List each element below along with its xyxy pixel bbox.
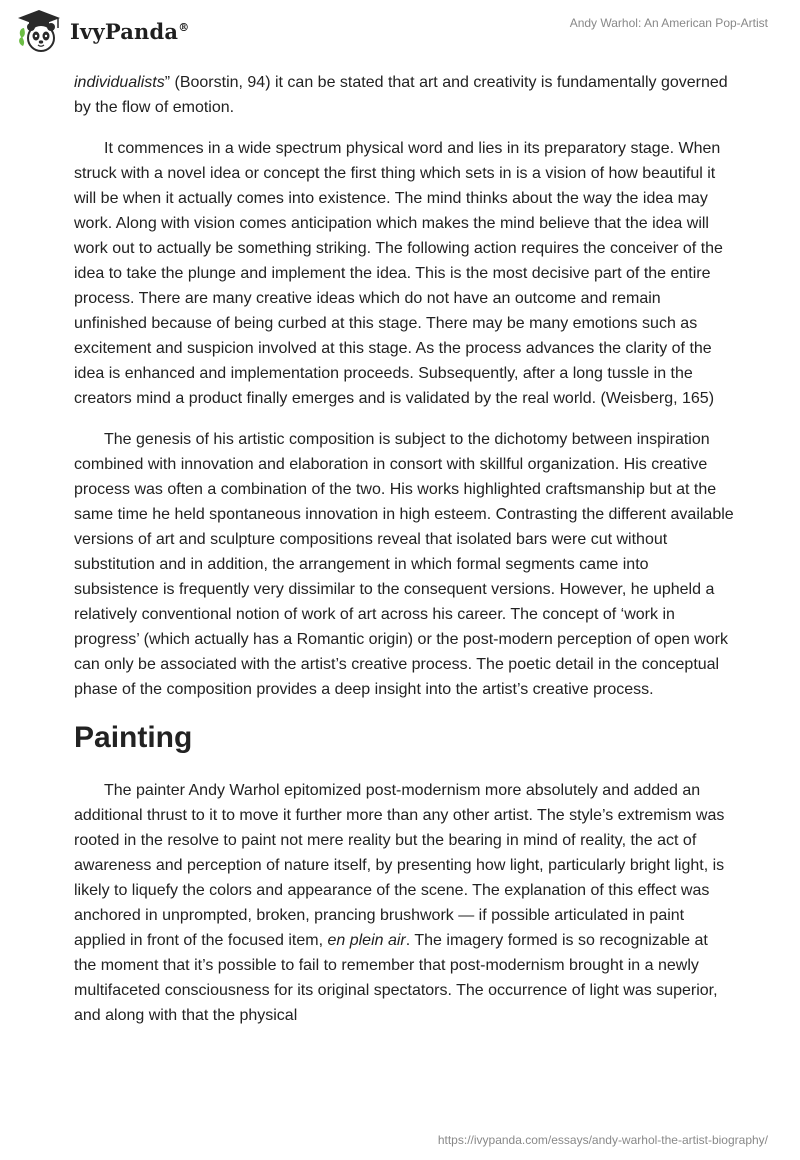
paragraph-1-italic: individualists <box>74 74 165 91</box>
paragraph-1-text: ” (Boorstin, 94) it can be stated that art and creativity is fundamentally governed by the flow of emotion. <box>74 74 728 116</box>
panda-graduate-logo-icon <box>14 8 64 54</box>
paragraph-4 <box>74 778 734 1028</box>
paragraph-1 <box>74 70 734 120</box>
page-header <box>0 0 800 70</box>
paragraph-2: It commences in a wide spectrum physical word and lies in its preparatory stage. When struck with a novel idea or concept the first thing which sets in is a vision of how beautiful it will be when it actually comes into existence. The mind thinks about the way the idea may work. Along with vision comes anticipation which makes the mind believe that the idea will work out to actually be something striking. The following action requires the conceiver of the idea to take the plunge and implement the idea. This is the most decisive part of the entire process. There are many creative ideas which do not have an outcome and remain unfinished because of being curbed at this stage. There may be many emotions such as excitement and suspicion involved at this stage. As the process advances the clarity of the idea is enhanced and implementation proceeds. Subsequently, after a long tussle in the creators mind a product finally emerges and is validated by the real world. (Weisberg, 165) <box>74 140 723 407</box>
paragraph-4-text-b: . The imagery formed is so recognizable at the moment that it’s possible to fail to remember that post-modernism brought in a newly multifaceted consciousness for its original spectators. The occurrence of light was superior, and along with that the physical <box>74 932 718 1024</box>
section-heading-painting: Painting <box>74 721 193 754</box>
paragraph-4-text-a: The painter Andy Warhol epitomized post-modernism more absolutely and added an additional thrust to it to move it further more than any other artist. The style’s extremism was rooted in the resolve to paint not mere reality but the bearing in mind of reality, the act of awareness and perception of nature itself, by presenting how light, particularly bright light, is likely to liquefy the colors and appearance of the scene. The explanation of this effect was anchored in unprompted, broken, prancing brushwork — if possible articulated in paint applied in front of the focused item, <box>74 782 725 949</box>
essay-content <box>74 70 734 1028</box>
brand-name: IvyPanda® <box>70 18 190 44</box>
document-title: Andy Warhol: An American Pop-Artist <box>569 16 768 30</box>
ivypanda-logo[interactable] <box>14 8 189 54</box>
paragraph-4-italic: en plein air <box>327 932 406 949</box>
source-url-link[interactable]: https://ivypanda.com/essays/andy-warhol-the-artist-biography/ <box>437 1133 768 1147</box>
paragraph-3: The genesis of his artistic composition is subject to the dichotomy between inspiration combined with innovation and elaboration in consort with skillful organization. His creative process was often a combination of the two. His works highlighted craftsmanship but at the same time he held spontaneous innovation in high esteem. Contrasting the different available versions of art and sculpture compositions reveal that isolated bars were cut without substitution and in addition, the arrangement in which formal segments came into subsistence is frequently very dissimilar to the consequent versions. However, he upheld a relatively conventional notion of work of art across his career. The concept of ‘work in progress’ (which actually has a Romantic origin) or the post-modern perception of open work can only be associated with the artist’s creative process. The poetic detail in the conceptual phase of the composition provides a deep insight into the artist’s creative process. <box>74 431 734 698</box>
